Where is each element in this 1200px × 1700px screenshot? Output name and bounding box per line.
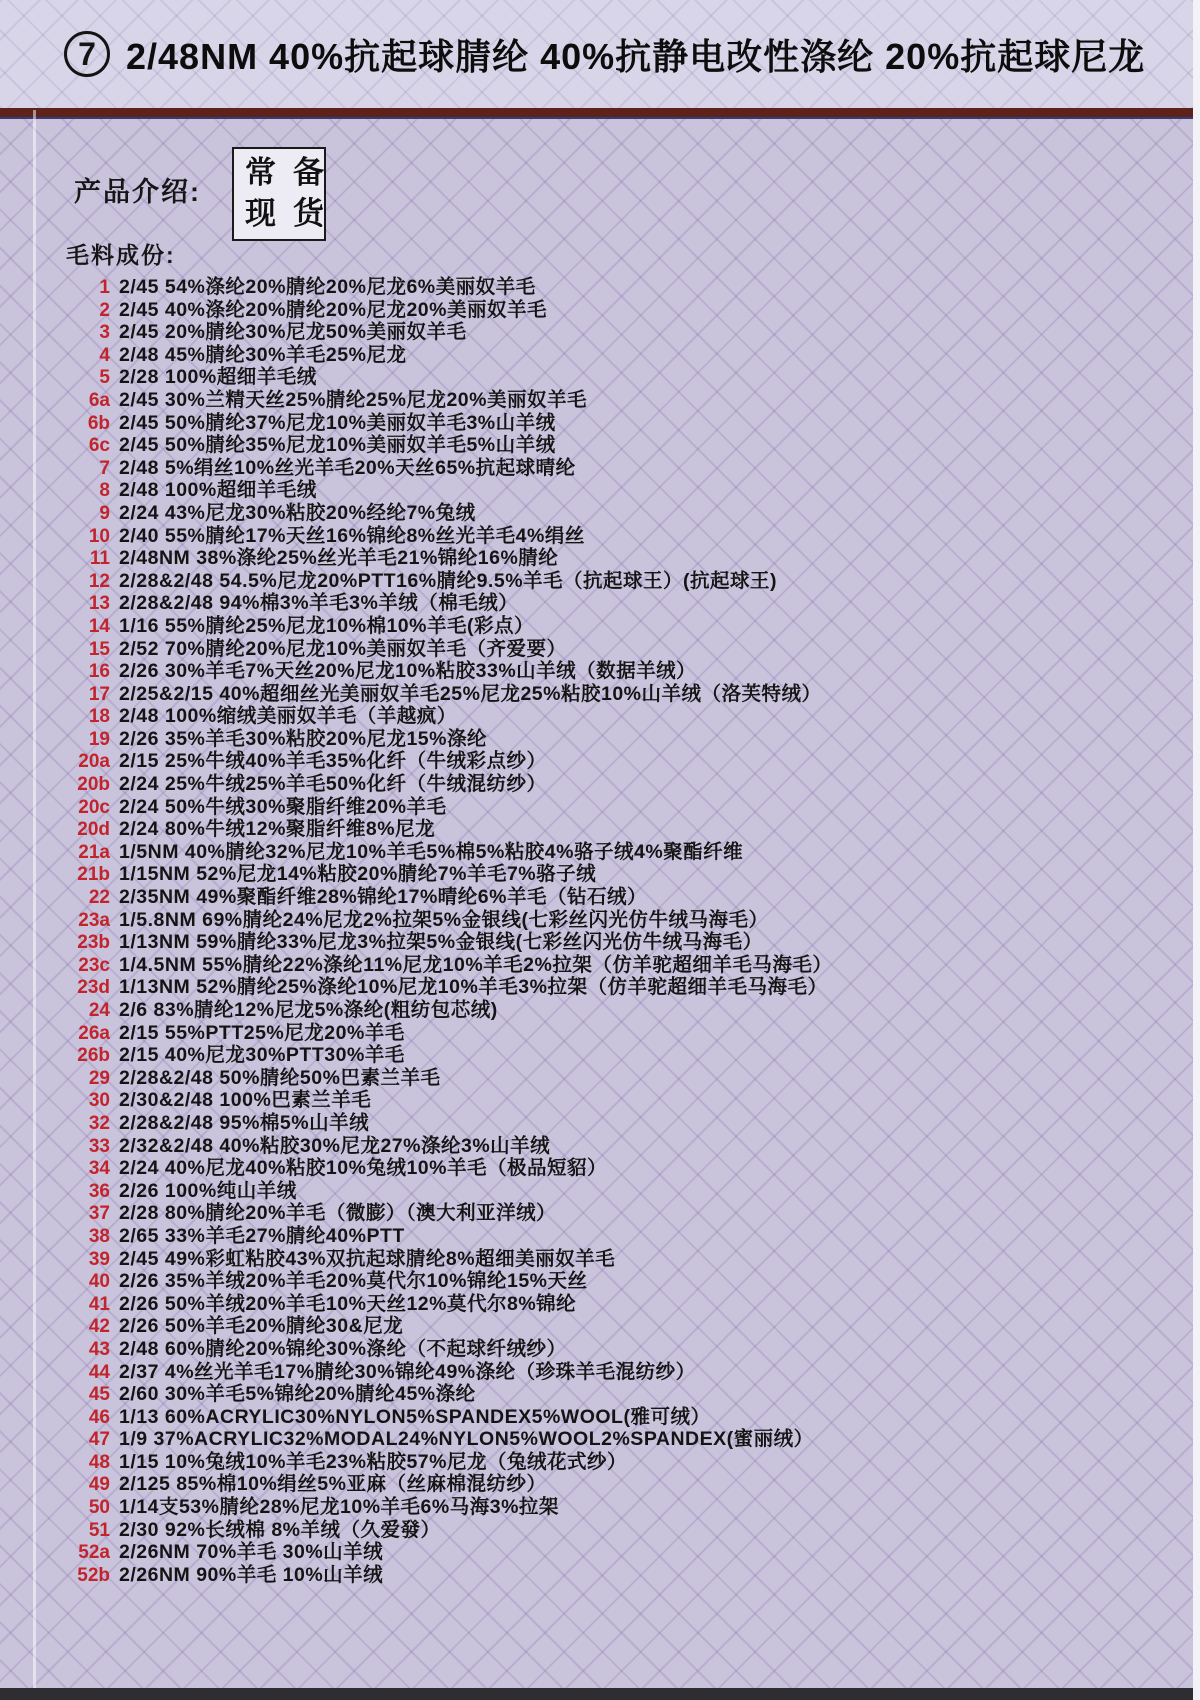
intro-label: 产品介绍: <box>74 177 201 207</box>
item-number: 32 <box>88 1112 110 1134</box>
list-item <box>64 1338 1200 1361</box>
list-item <box>64 592 1200 615</box>
item-number: 20b <box>77 774 110 796</box>
item-text: 2/45 40%涤纶20%腈纶20%尼龙20%美丽奴羊毛 <box>119 298 547 321</box>
item-text: 2/24 50%牛绒30%聚脂纤维20%羊毛 <box>119 795 447 818</box>
list-item <box>64 705 1200 728</box>
item-text: 2/45 54%涤纶20%腈纶20%尼龙6%美丽奴羊毛 <box>119 276 536 298</box>
list-item <box>64 1044 1200 1067</box>
item-number: 26a <box>78 1022 110 1044</box>
list-item <box>64 1315 1200 1338</box>
list-item <box>64 1451 1200 1474</box>
list-item <box>64 479 1200 502</box>
list-item <box>64 1112 1200 1135</box>
item-number: 20c <box>78 796 110 818</box>
item-text: 2/48 100%超细羊毛绒 <box>119 479 317 502</box>
item-number: 38 <box>88 1225 110 1247</box>
item-text: 2/24 25%牛绒25%羊毛50%化纤（牛绒混纺纱） <box>119 773 547 796</box>
item-text: 2/28&2/48 95%棉5%山羊绒 <box>119 1111 370 1134</box>
item-number: 23d <box>77 977 110 999</box>
list-item <box>64 321 1200 344</box>
item-text: 2/45 20%腈纶30%尼龙50%美丽奴羊毛 <box>119 321 467 344</box>
list-item <box>64 1248 1200 1271</box>
item-text: 2/35NM 49%聚酯纤维28%锦纶17%晴纶6%羊毛（钻石绒） <box>119 886 647 909</box>
item-text: 2/48 45%腈纶30%羊毛25%尼龙 <box>119 343 407 366</box>
list-item <box>64 796 1200 819</box>
item-number: 7 <box>99 457 110 479</box>
item-number: 3 <box>99 322 110 344</box>
list-item <box>64 1022 1200 1045</box>
item-text: 1/13NM 59%腈纶33%尼龙3%拉架5%金银线(七彩丝闪光仿牛绒马海毛） <box>119 931 763 954</box>
item-number: 16 <box>88 661 110 683</box>
list-item <box>64 886 1200 909</box>
item-number: 21a <box>78 841 110 863</box>
item-number: 34 <box>88 1158 110 1180</box>
list-item <box>64 683 1200 706</box>
item-text: 2/30 92%长绒棉 8%羊绒（久爱發） <box>119 1518 441 1541</box>
item-text: 1/5NM 40%腈纶32%尼龙10%羊毛5%棉5%粘胶4%骆子绒4%聚酯纤维 <box>119 840 744 863</box>
item-text: 1/15NM 52%尼龙14%粘胶20%腈纶7%羊毛7%骆子绒 <box>119 863 597 886</box>
list-item <box>64 457 1200 480</box>
item-number: 23a <box>78 909 110 931</box>
item-text: 2/26 35%羊毛30%粘胶20%尼龙15%涤纶 <box>119 727 487 750</box>
list-item <box>64 660 1200 683</box>
item-text: 1/14支53%腈纶28%尼龙10%羊毛6%马海3%拉架 <box>119 1496 559 1519</box>
item-text: 2/30&2/48 100%巴素兰羊毛 <box>119 1089 372 1112</box>
list-item <box>64 1564 1200 1587</box>
item-text: 2/45 50%腈纶35%尼龙10%美丽奴羊毛5%山羊绒 <box>119 434 556 457</box>
item-number: 11 <box>89 548 110 570</box>
list-item <box>64 728 1200 751</box>
item-number: 46 <box>88 1406 110 1428</box>
list-item <box>64 570 1200 593</box>
item-text: 2/26 50%羊绒20%羊毛10%天丝12%莫代尔8%锦纶 <box>119 1292 577 1315</box>
list-item <box>64 1496 1200 1519</box>
list-item <box>64 1361 1200 1384</box>
item-number: 17 <box>88 683 110 705</box>
item-number: 8 <box>99 480 110 502</box>
item-text: 2/48 5%绢丝10%丝光羊毛20%天丝65%抗起球晴纶 <box>119 456 576 479</box>
list-item <box>64 1270 1200 1293</box>
list-item <box>64 841 1200 864</box>
list-item <box>64 999 1200 1022</box>
item-number: 21b <box>77 864 110 886</box>
stock-box <box>232 147 341 241</box>
item-text: 2/26NM 70%羊毛 30%山羊绒 <box>119 1541 384 1564</box>
stock-box-line2: 现货 <box>245 196 341 232</box>
item-number: 10 <box>88 525 110 547</box>
item-text: 2/28&2/48 50%腈纶50%巴素兰羊毛 <box>119 1066 441 1089</box>
item-text: 2/26 35%羊绒20%羊毛20%莫代尔10%锦纶15%天丝 <box>119 1270 588 1293</box>
list-item <box>64 344 1200 367</box>
item-text: 1/15 10%兔绒10%羊毛23%粘胶57%尼龙（兔绒花式纱） <box>119 1450 627 1473</box>
item-number: 45 <box>88 1384 110 1406</box>
item-text: 2/48 60%腈纶20%锦纶30%涤纶（不起球纤绒纱） <box>119 1337 567 1360</box>
item-number: 20d <box>77 819 110 841</box>
list-item <box>64 863 1200 886</box>
item-number: 4 <box>99 344 110 366</box>
item-text: 1/5.8NM 69%腈纶24%尼龙2%拉架5%金银线(七彩丝闪光仿牛绒马海毛） <box>119 908 769 931</box>
list-item <box>64 1135 1200 1158</box>
item-text: 2/24 80%牛绒12%聚脂纤维8%尼龙 <box>119 818 436 841</box>
item-number-badge: 7 <box>64 31 110 77</box>
list-item <box>64 434 1200 457</box>
item-text: 2/24 40%尼龙40%粘胶10%兔绒10%羊毛（极品短貂） <box>119 1157 607 1180</box>
list-item <box>64 1383 1200 1406</box>
page-right-edge <box>1193 0 1200 1700</box>
page-left-edge <box>33 110 36 1688</box>
item-text: 2/15 40%尼龙30%PTT30%羊毛 <box>119 1044 405 1067</box>
item-text: 1/13NM 52%腈纶25%涤纶10%尼龙10%羊毛3%拉架（仿羊驼超细羊毛马海毛） <box>119 976 828 999</box>
item-number: 49 <box>88 1474 110 1496</box>
list-item <box>64 1519 1200 1542</box>
item-text: 2/25&2/15 40%超细丝光美丽奴羊毛25%尼龙25%粘胶10%山羊绒（洛芙特绒） <box>119 682 822 705</box>
list-item <box>64 1089 1200 1112</box>
item-number: 23b <box>77 932 110 954</box>
header-band <box>0 0 1200 108</box>
list-item <box>64 931 1200 954</box>
item-number: 19 <box>88 728 110 750</box>
list-item <box>64 1225 1200 1248</box>
photo-bottom-edge <box>0 1688 1200 1700</box>
item-text: 1/4.5NM 55%腈纶22%涤纶11%尼龙10%羊毛2%拉架（仿羊驼超细羊毛马海毛） <box>119 953 833 976</box>
item-number: 37 <box>88 1203 110 1225</box>
item-number: 6b <box>87 412 110 434</box>
list-item <box>64 1406 1200 1429</box>
item-number: 43 <box>88 1338 110 1360</box>
item-number: 20a <box>78 751 110 773</box>
item-text: 2/45 49%彩虹粘胶43%双抗起球腈纶8%超细美丽奴羊毛 <box>119 1247 616 1270</box>
item-number: 9 <box>99 502 110 524</box>
item-text: 2/26NM 90%羊毛 10%山羊绒 <box>119 1563 384 1586</box>
list-item <box>64 1180 1200 1203</box>
item-number: 50 <box>88 1497 110 1519</box>
item-number: 15 <box>88 638 110 660</box>
item-text: 2/60 30%羊毛5%锦纶20%腈纶45%涤纶 <box>119 1383 476 1406</box>
item-number: 41 <box>88 1293 110 1315</box>
item-text: 2/15 55%PTT25%尼龙20%羊毛 <box>119 1021 405 1044</box>
item-number: 14 <box>88 615 110 637</box>
item-text: 2/32&2/48 40%粘胶30%尼龙27%涤纶3%山羊绒 <box>119 1134 551 1157</box>
list-item <box>64 502 1200 525</box>
item-number: 6c <box>88 435 110 457</box>
item-number: 2 <box>99 299 110 321</box>
list-item <box>64 1473 1200 1496</box>
list-item <box>64 638 1200 661</box>
item-text: 2/125 85%棉10%绢丝5%亚麻（丝麻棉混纺纱） <box>119 1473 547 1496</box>
list-item <box>64 1541 1200 1564</box>
list-item <box>64 750 1200 773</box>
item-text: 1/16 55%腈纶25%尼龙10%棉10%羊毛(彩点） <box>119 614 534 637</box>
list-item <box>64 773 1200 796</box>
list-item <box>64 909 1200 932</box>
item-number: 33 <box>88 1135 110 1157</box>
item-number: 36 <box>88 1180 110 1202</box>
list-item <box>64 525 1200 548</box>
list-item <box>64 1157 1200 1180</box>
stock-box-line1: 常备 <box>245 155 341 191</box>
item-number: 13 <box>88 593 110 615</box>
item-text: 2/28 80%腈纶20%羊毛（微膨）（澳大利亚洋绒） <box>119 1202 557 1225</box>
composition-list <box>64 276 1200 1586</box>
item-number: 24 <box>88 1000 110 1021</box>
item-number: 29 <box>88 1067 110 1089</box>
list-item <box>64 1293 1200 1316</box>
item-number: 26b <box>77 1045 110 1067</box>
item-text: 2/15 25%牛绒40%羊毛35%化纤（牛绒彩点纱） <box>119 750 547 773</box>
item-number: 12 <box>88 570 110 592</box>
item-text: 2/28 100%超细羊毛绒 <box>119 366 317 389</box>
item-text: 2/6 83%腈纶12%尼龙5%涤纶(粗纺包芯绒) <box>119 999 498 1021</box>
item-text: 2/26 100%纯山羊绒 <box>119 1179 297 1202</box>
item-number: 22 <box>88 887 110 909</box>
item-text: 2/26 30%羊毛7%天丝20%尼龙10%粘胶33%山羊绒（数据羊绒） <box>119 660 697 683</box>
item-text: 2/52 70%腈纶20%尼龙10%美丽奴羊毛（齐爱要） <box>119 637 567 660</box>
list-item <box>64 818 1200 841</box>
item-text: 2/45 30%兰精天丝25%腈纶25%尼龙20%美丽奴羊毛 <box>119 388 587 411</box>
list-item <box>64 389 1200 412</box>
item-number: 39 <box>88 1248 110 1270</box>
list-item <box>64 1202 1200 1225</box>
item-text: 2/48 100%缩绒美丽奴羊毛（羊越疯） <box>119 705 457 728</box>
list-item <box>64 1067 1200 1090</box>
list-item <box>64 547 1200 570</box>
item-text: 2/40 55%腈纶17%天丝16%锦纶8%丝光羊毛4%绢丝 <box>119 524 585 547</box>
item-number: 52b <box>77 1564 110 1586</box>
item-text: 2/48NM 38%涤纶25%丝光羊毛21%锦纶16%腈纶 <box>119 547 559 570</box>
item-text: 2/45 50%腈纶37%尼龙10%美丽奴羊毛3%山羊绒 <box>119 411 556 434</box>
list-item <box>64 954 1200 977</box>
list-item <box>64 412 1200 435</box>
header-divider <box>0 108 1200 119</box>
item-text: 1/9 37%ACRYLIC32%MODAL24%NYLON5%WOOL2%SPANDEX(蜜丽绒） <box>119 1428 814 1451</box>
list-item <box>64 1428 1200 1451</box>
item-number: 40 <box>88 1271 110 1293</box>
item-text: 2/28&2/48 54.5%尼龙20%PTT16%腈纶9.5%羊毛（抗起球王）(抗起球王) <box>119 569 778 592</box>
item-text: 2/65 33%羊毛27%腈纶40%PTT <box>119 1224 405 1247</box>
item-text: 2/24 43%尼龙30%粘胶20%经纶7%兔绒 <box>119 501 476 524</box>
item-number: 23c <box>78 954 110 976</box>
item-number: 48 <box>88 1451 110 1473</box>
intro-row <box>64 135 1200 235</box>
item-text: 2/28&2/48 94%棉3%羊毛3%羊绒（棉毛绒） <box>119 592 519 615</box>
list-item <box>64 299 1200 322</box>
list-item <box>64 615 1200 638</box>
item-number: 30 <box>88 1090 110 1112</box>
item-number: 51 <box>88 1519 110 1541</box>
item-number: 6a <box>88 389 110 411</box>
list-item <box>64 276 1200 299</box>
item-number: 18 <box>88 706 110 728</box>
item-number: 52a <box>78 1542 110 1564</box>
composition-heading: 毛料成份: <box>66 242 176 268</box>
item-text: 2/37 4%丝光羊毛17%腈纶30%锦纶49%涤纶（珍珠羊毛混纺纱） <box>119 1360 696 1383</box>
item-text: 2/26 50%羊毛20%腈纶30&尼龙 <box>119 1315 404 1338</box>
page-content <box>0 119 1200 1700</box>
item-number: 1 <box>99 277 110 298</box>
item-number: 44 <box>88 1361 110 1383</box>
item-text: 1/13 60%ACRYLIC30%NYLON5%SPANDEX5%WOOL(雅可绒） <box>119 1405 711 1428</box>
item-number: 42 <box>88 1316 110 1338</box>
list-item <box>64 366 1200 389</box>
list-item <box>64 976 1200 999</box>
item-number: 5 <box>99 367 110 389</box>
page-title: 2/48NM 40%抗起球腈纶 40%抗静电改性涤纶 20%抗起球尼龙 <box>126 35 1146 77</box>
item-number: 47 <box>88 1429 110 1451</box>
